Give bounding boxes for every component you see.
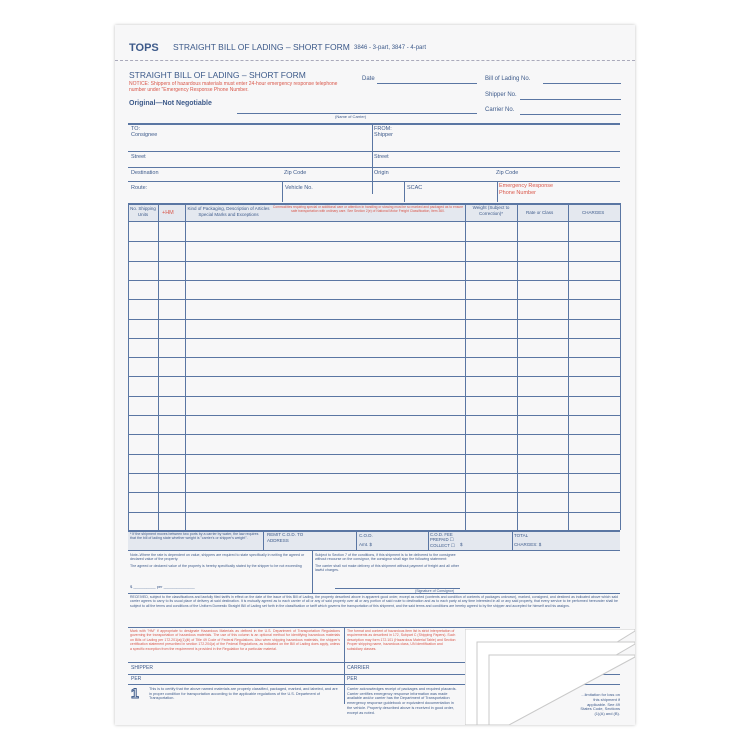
- table-row[interactable]: [128, 396, 620, 397]
- table-row[interactable]: [128, 531, 620, 532]
- divider: [263, 530, 264, 551]
- table-row[interactable]: [128, 357, 620, 358]
- table-column-line: [465, 203, 466, 530]
- from-label: FROM:: [374, 126, 392, 132]
- shipper-street-label: Street: [374, 154, 389, 160]
- limitation-note: ...limitation for loss on this shipment if applicable. See 49 States Code, Sections (1)(A) and (B).: [580, 693, 620, 717]
- divider: [282, 181, 283, 202]
- col-description: Kind of Packaging, Description of Articles Special Marks and Exceptions: [187, 206, 270, 217]
- divider: [428, 530, 429, 551]
- table-column-line: [517, 203, 518, 530]
- emergency-phone-label: Emergency Response Phone Number: [499, 183, 554, 196]
- vehicle-label: Vehicle No.: [285, 185, 313, 191]
- commodities-note: Commodities requiring special or additional care or attention in handling or stowing must be so marked and packaged as to ensure safe transportation with ordinary care. See Section 2(e) of National Motor Freight Classification, Item 360.: [272, 205, 464, 214]
- col-rate: Rate or Class: [526, 210, 554, 215]
- col-units: No. Shipping Units: [130, 206, 156, 217]
- divider: [128, 593, 620, 594]
- date-label: Date: [362, 76, 375, 82]
- destination-label: Destination: [131, 170, 159, 176]
- table-row[interactable]: [128, 241, 620, 242]
- divider: [512, 530, 513, 551]
- divider: [128, 167, 620, 168]
- divider: [312, 551, 313, 593]
- origin-label: Origin: [374, 170, 389, 176]
- cod-amt-label: Amt. $: [359, 542, 373, 547]
- shipper-no-label: Shipper No.: [485, 92, 517, 98]
- table-column-line: [158, 203, 159, 530]
- divider: [497, 181, 498, 202]
- hm-format-note: The format and content of hazardous item list is strict interpretation of requirements as described in 172, Subpart C (Shipping Papers). Such description may form 172.101 (Hazardous Material Table) and Section Proper shipping name, hazardous class, UN identification and subsidiary classes.: [347, 629, 456, 651]
- table-row[interactable]: [128, 512, 620, 513]
- form-title: STRAIGHT BILL OF LADING – SHORT FORM: [129, 70, 306, 80]
- section7-note: Subject to Section 7 of the conditions, if this shipment is to be delivered to the consignee without recourse on the consignor, the consignor shall sign the following statement:: [315, 553, 456, 562]
- carrier-ack-note: Carrier acknowledges receipt of packages and required placards. Carrier certifies emergency response information was made available and/or carrier has the Department of Transportation emergency response guidebook or equivalent documentation in the vehicle. Property described above is received in good order, except as noted.: [347, 687, 457, 715]
- shipper-no-field[interactable]: [520, 99, 621, 100]
- shipper-label: Shipper: [374, 132, 393, 138]
- header-title: STRAIGHT BILL OF LADING – SHORT FORM: [173, 42, 350, 52]
- total-label: TOTAL: [514, 533, 529, 538]
- original-label: Original—Not Negotiable: [129, 100, 212, 107]
- signature-caption: (Signature of Consignor): [415, 589, 455, 593]
- col-hm: +HM: [162, 210, 174, 216]
- col-charges: CHARGES: [582, 210, 605, 215]
- scac-label: SCAC: [407, 185, 423, 191]
- table-row[interactable]: [128, 299, 620, 300]
- table-row[interactable]: [128, 261, 620, 262]
- table-row[interactable]: [128, 454, 620, 455]
- divider: [356, 530, 357, 551]
- perforation: [115, 60, 635, 61]
- table-column-line: [128, 203, 129, 530]
- divider: [344, 662, 345, 704]
- divider: [128, 181, 620, 182]
- carrier-shall-note: The carrier shall not make delivery of this shipment without payment of freight and all other lawful charges.: [315, 564, 460, 573]
- ports-note: * If the shipment moves between two ports by a carrier by water, the law requires that the bill of lading state whether weight is "carrier's or shipper's weight".: [130, 532, 259, 541]
- table-row[interactable]: [128, 319, 620, 320]
- value-note: Note–Where the rate is dependent on value, shippers are required to state specifically in writing the agreed or declared value of the property.: [130, 553, 305, 562]
- tops-logo: TOPS: [129, 42, 159, 54]
- divider: [372, 124, 373, 194]
- table-column-line: [620, 203, 621, 530]
- consignee-street-label: Street: [131, 154, 146, 160]
- bol-label: Bill of Lading No.: [485, 76, 531, 82]
- zip-label-from: Zip Code: [496, 170, 519, 176]
- route-label: Route:: [131, 185, 148, 191]
- table-row[interactable]: [128, 338, 620, 339]
- bill-of-lading-form: [115, 25, 635, 725]
- table-row[interactable]: [128, 492, 620, 493]
- date-field[interactable]: [377, 83, 477, 84]
- col-weight: Weight (Subject to Correction)*: [472, 205, 510, 216]
- cod-fee-dollar: $: [460, 542, 463, 547]
- declared-value-note: The agreed or declared value of the property is hereby specifically stated by the shipper to be not exceeding: [130, 564, 302, 568]
- table-row[interactable]: [128, 434, 620, 435]
- carrier-name-caption: (Name of Carrier): [335, 114, 367, 119]
- table-row[interactable]: [128, 376, 620, 377]
- bol-field[interactable]: [543, 83, 621, 84]
- remit-label: REMIT C.O.D. TO ADDRESS: [267, 532, 304, 543]
- to-label: TO:: [131, 126, 141, 132]
- carrier-no-label: Carrier No.: [485, 107, 515, 113]
- declared-value-field[interactable]: $ __________ per ______________: [130, 584, 195, 589]
- table-row[interactable]: [128, 280, 620, 281]
- header-models: 3846 - 3-part, 3847 - 4-part: [354, 45, 427, 51]
- cod-fee-label: C.O.D. FEE PREPAID ☐ COLLECT ☐: [430, 532, 455, 548]
- cod-label: C.O.D.: [359, 533, 373, 538]
- table-column-line: [185, 203, 186, 530]
- consignee-label: Consignee: [131, 132, 158, 138]
- zip-label-to: Zip Code: [284, 170, 307, 176]
- shipper-signature-label: SHIPPER: [131, 665, 153, 671]
- part-number: 1: [131, 685, 139, 701]
- shipper-per-label: PER: [131, 676, 142, 682]
- certification-note: This is to certify that the above named materials are properly classified, packaged, marked, and labeled, and are in proper condition for transportation according to the applicable regulations of the U.S. Department of Transportation.: [149, 687, 338, 701]
- divider: [128, 627, 620, 628]
- table-row[interactable]: [128, 415, 620, 416]
- table-column-line: [568, 203, 569, 530]
- divider: [128, 151, 620, 152]
- carrier-per-label: PER: [347, 676, 358, 682]
- total-charges-label: CHARGES: $: [514, 542, 542, 547]
- divider: [404, 181, 405, 202]
- notice: NOTICE: Shippers of hazardous materials must enter 24-hour emergency response telephone number under "Emergency Response Phone Number.: [129, 81, 338, 94]
- divider: [344, 627, 345, 662]
- carrier-signature-label: CARRIER: [347, 665, 370, 671]
- carrier-no-field[interactable]: [520, 114, 621, 115]
- hm-note: Mark with "HM" if appropriate to designate Hazardous Materials as defined in the U.S. Department of Transportation Regulations governing the transportation of hazardous materials. The use of this column is an optional method for identifying hazardous materials on Bills of Lading per 172.201(a)(1)(iii) of Title 49 Code of Federal Regulations. Also when shipping hazardous materials, the shipper's certification statement prescribed in section 172.204(a) of the Federal Regulations, as indicated on the Bill of Lading does apply, unless a specific exception from the requirement is provided in the Regulation for a particular material.: [130, 629, 340, 651]
- table-row[interactable]: [128, 473, 620, 474]
- divider: [128, 123, 620, 125]
- received-terms: RECEIVED, subject to the classifications and lawfully filed tariffs in effect on the date of the issue of this Bill of Lading, the property described above in apparent good order, except as noted (contents and condition of contents of packages unknown), marked, consigned, and destined as indicated above which said carrier agrees to carry to its usual place of delivery at said destination. It is mutually agreed as to each carrier of all or any of said property over all or any portion of said route to destination and as to each party at any time interested in all or any said property, that every service to be performed hereunder shall be subject to all the terms and conditions of the Uniform Domestic Straight Bill of Lading set forth in the classification or tariff which governs the transportation of this shipment, and the said terms and conditions are hereby agreed to by the shipper and accepted for himself and his assigns.: [130, 595, 618, 608]
